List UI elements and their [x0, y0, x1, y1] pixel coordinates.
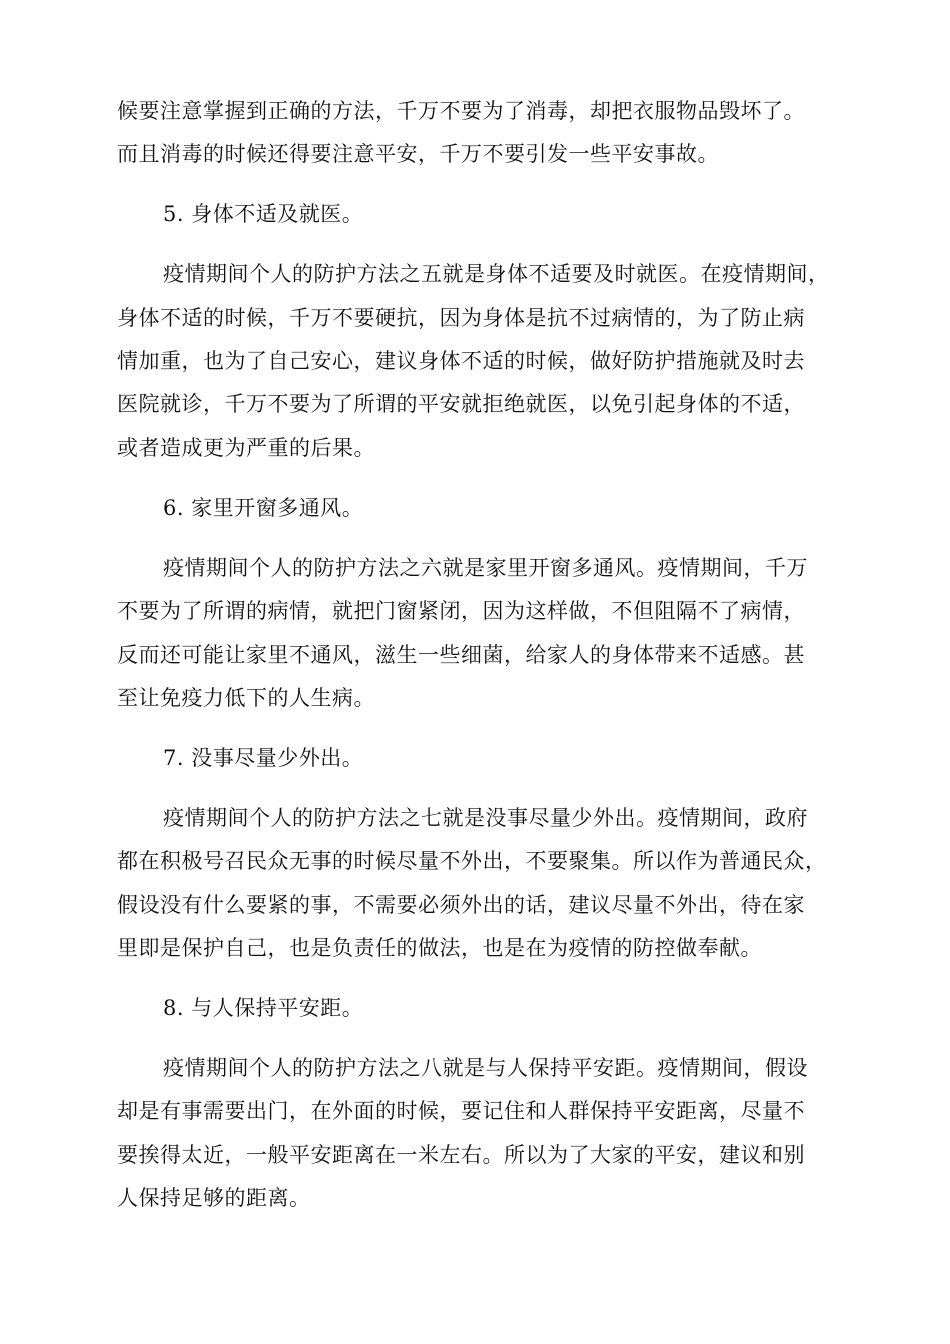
paragraph-line: 疫情期间个人的防护方法之五就是身体不适要及时就医。在疫情期间， [163, 262, 830, 286]
section-heading: 6. 家里开窗多通风。 [163, 496, 364, 520]
paragraph-line: 都在积极号召民众无事的时候尽量不外出，不要聚集。所以作为普通民众， [117, 849, 827, 873]
paragraph-line: 反而还可能让家里不通风，滋生一些细菌，给家人的身体带来不适感。甚 [117, 643, 805, 667]
paragraph-line: 人保持足够的距离。 [117, 1186, 311, 1210]
paragraph-line: 不要为了所谓的病情，就把门窗紧闭，因为这样做，不但阻隔不了病情， [117, 599, 805, 623]
paragraph-line: 却是有事需要出门，在外面的时候，要记住和人群保持平安距离，尽量不 [117, 1099, 805, 1123]
paragraph-line: 而且消毒的时候还得要注意平安，千万不要引发一些平安事故。 [117, 142, 719, 166]
paragraph-line: 疫情期间个人的防护方法之六就是家里开窗多通风。疫情期间，千万 [163, 556, 808, 580]
paragraph-line: 医院就诊，千万不要为了所谓的平安就拒绝就医，以免引起身体的不适， [117, 392, 805, 416]
paragraph-line: 疫情期间个人的防护方法之八就是与人保持平安距。疫情期间，假设 [163, 1056, 808, 1080]
paragraph-line: 至让免疫力低下的人生病。 [117, 686, 375, 710]
paragraph-line: 候要注意掌握到正确的方法，千万不要为了消毒，却把衣服物品毁坏了。 [117, 99, 805, 123]
paragraph-line: 疫情期间个人的防护方法之七就是没事尽量少外出。疫情期间，政府 [163, 806, 808, 830]
paragraph-line: 情加重，也为了自己安心，建议身体不适的时候，做好防护措施就及时去 [117, 349, 805, 373]
paragraph-line: 要挨得太近，一般平安距离在一米左右。所以为了大家的平安，建议和别 [117, 1143, 805, 1167]
paragraph-line: 身体不适的时候，千万不要硬抗，因为身体是抗不过病情的，为了防止病 [117, 306, 805, 330]
section-heading: 7. 没事尽量少外出。 [163, 746, 364, 770]
paragraph-line: 里即是保护自己，也是负责任的做法，也是在为疫情的防控做奉献。 [117, 936, 762, 960]
section-heading: 5. 身体不适及就医。 [163, 202, 364, 226]
section-heading: 8. 与人保持平安距。 [163, 996, 364, 1020]
paragraph-line: 假设没有什么要紧的事，不需要必须外出的话，建议尽量不外出，待在家 [117, 893, 805, 917]
paragraph-line: 或者造成更为严重的后果。 [117, 436, 375, 460]
